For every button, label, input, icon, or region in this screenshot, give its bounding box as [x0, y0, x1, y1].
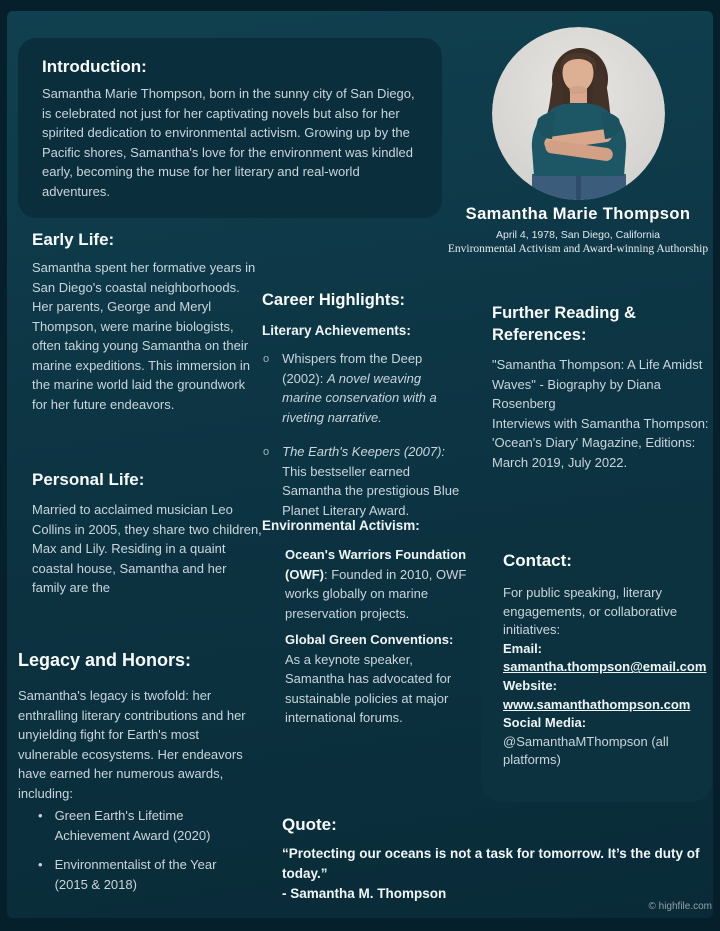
- portrait-illustration: [492, 27, 665, 200]
- legacy-award-list: [38, 806, 252, 904]
- award-text: Green Earth's Lifetime Achievement Award (2020): [54, 808, 211, 843]
- list-item: [263, 349, 471, 427]
- activism-description: As a keynote speaker, Samantha has advocated for sustainable policies at major international forums.: [285, 651, 452, 725]
- email-link[interactable]: samantha.thompson@email.com: [503, 659, 707, 675]
- circle-bullet-icon: o: [263, 353, 270, 365]
- activism-entry: [285, 630, 471, 728]
- contact-heading: Contact:: [503, 551, 572, 570]
- social-media-label: Social Media:: [503, 715, 587, 731]
- further-reading-heading: Further Reading & References:: [492, 304, 636, 344]
- email-label: Email:: [503, 640, 543, 656]
- introduction-heading: Introduction:: [42, 57, 147, 76]
- introduction-panel: [18, 38, 442, 218]
- list-item: [38, 806, 252, 845]
- further-reading-body: [492, 355, 718, 472]
- quote-block: [282, 844, 720, 904]
- activism-org: Ocean's Warriors Foundation (OWF): [285, 547, 467, 582]
- personal-life-heading: Personal Life:: [32, 470, 145, 489]
- legacy-heading: Legacy and Honors:: [18, 650, 192, 670]
- personal-life-body: Married to acclaimed musician Leo Collins in 2005, they share two children, Max and Lily. Residing in a quaint coastal house, Samantha and her family are the: [32, 502, 262, 595]
- quote-heading: Quote:: [282, 815, 337, 834]
- early-life-body: Samantha spent her formative years in San Diego's coastal neighborhoods. Her parents, George and Meryl Thompson, were marine biologists, often taking young Samantha on their marine expeditions. This immersion in the marine world laid the groundwork for her future endeavors.: [32, 260, 256, 412]
- contact-body: [503, 584, 707, 770]
- contact-panel: [481, 530, 712, 802]
- literary-achievements-heading: Literary Achievements:: [262, 323, 411, 338]
- activism-org: Global Green Conventions:: [285, 632, 454, 647]
- website-label: Website:: [503, 677, 557, 693]
- environmental-activism-heading: Environmental Activism:: [262, 518, 420, 533]
- book-description: This bestseller earned Samantha the prestigious Blue Planet Literary Award.: [282, 463, 460, 518]
- profile-name: Samantha Marie Thompson: [465, 205, 691, 223]
- contact-intro: For public speaking, literary engagements, or collaborative initiatives:: [503, 585, 678, 638]
- bullet-icon: •: [38, 808, 43, 823]
- list-item: [263, 442, 471, 520]
- activism-description: : Founded in 2010, OWF works globally on marine preservation projects.: [285, 566, 467, 621]
- bullet-icon: •: [38, 857, 43, 872]
- circle-bullet-icon: o: [263, 446, 270, 458]
- website-link[interactable]: www.samanthathompson.com: [503, 696, 691, 712]
- quote-text: “Protecting our oceans is not a task for tomorrow. It’s the duty of today.”: [282, 846, 700, 881]
- activism-entry: [285, 545, 471, 623]
- book-entry: [282, 349, 464, 427]
- copyright-watermark: © highfile.com: [648, 901, 712, 912]
- reference-line: "Samantha Thompson: A Life Amidst Waves" - Biography by Diana Rosenberg: [492, 357, 703, 411]
- reference-line: Interviews with Samantha Thompson: 'Ocean's Diary' Magazine, Editions: March 2019, July 2022.: [492, 415, 709, 470]
- profile-birth-line: April 4, 1978, San Diego, California: [495, 229, 660, 241]
- career-highlights-heading: Career Highlights:: [262, 291, 406, 309]
- book-description: A novel weaving marine conservation with a riveting narrative.: [282, 370, 437, 425]
- list-item: [38, 855, 252, 894]
- social-media-handle: @SamanthaMThompson (all platforms): [503, 733, 669, 768]
- award-text: Environmentalist of the Year (2015 & 2018): [54, 857, 217, 892]
- profile-tagline: Environmental Activism and Award-winning Authorship: [447, 243, 709, 255]
- book-title: Whispers from the Deep (2002):: [282, 351, 423, 386]
- profile-photo: [492, 27, 665, 200]
- introduction-body: Samantha Marie Thompson, born in the sunny city of San Diego, is celebrated not just for her captivating novels but also for her spirited dedication to environmental activism. Growing up by the Pacific shores, Samantha's love for the environment was kindled early, becoming the muse for her literary and real-world adventures.: [42, 86, 415, 199]
- legacy-body: Samantha's legacy is twofold: her enthralling literary contributions and her unyielding fight for Earth's most vulnerable ecosystems. Her endeavors have earned her numerous awards, including:: [18, 688, 246, 801]
- early-life-heading: Early Life:: [32, 230, 115, 249]
- quote-attribution: - Samantha M. Thompson: [282, 886, 447, 901]
- book-title: The Earth's Keepers (2007):: [282, 444, 446, 459]
- book-entry: [282, 442, 464, 520]
- literary-list: [263, 349, 471, 535]
